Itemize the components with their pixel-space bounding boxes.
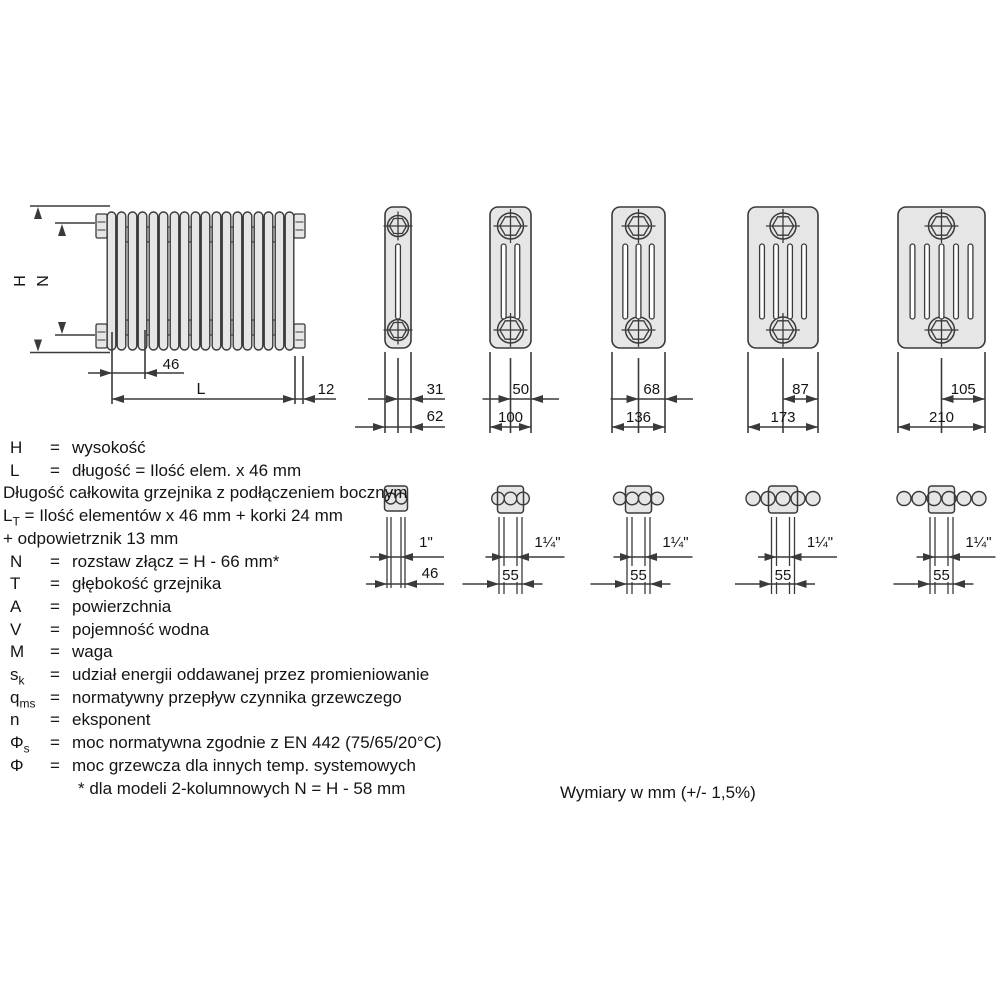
radiator-column <box>191 212 200 350</box>
half-depth-dim-label: 105 <box>950 381 976 398</box>
legend-equals: = <box>50 710 60 730</box>
section-view-3col <box>483 207 560 433</box>
legend-row-10 <box>3 664 543 687</box>
legend-text: normatywny przepływ czynnika grzewczego <box>72 687 402 707</box>
element-pitch-label: 55 <box>933 567 950 584</box>
legend-row-2: Długość całkowita grzejnika z podłączeniem bocznym <box>3 483 408 503</box>
section-view-4col <box>611 207 694 433</box>
column-slot <box>954 244 959 319</box>
radiator-column <box>275 212 284 350</box>
legend-equals: = <box>50 642 60 662</box>
element-pitch-label: 55 <box>630 567 647 584</box>
end-plug <box>96 214 107 238</box>
legend-symbol: $L_T$ <box>3 506 20 529</box>
legend-text: powierzchnia <box>72 596 172 616</box>
radiator-column <box>170 212 179 350</box>
radiator-column <box>264 212 273 350</box>
legend-equals: = <box>50 733 60 753</box>
section-view-2col <box>355 207 445 433</box>
column-top-circle <box>957 492 971 506</box>
legend-symbol: n <box>10 710 20 730</box>
legend-text: waga <box>72 642 113 662</box>
legend-row-15: * dla modeli 2-kolumnowych N = H - 58 mm <box>78 778 406 798</box>
column-slot <box>939 244 944 319</box>
legend-text: moc grzewcza dla innych temp. systemowych <box>72 755 416 775</box>
radiator-column <box>117 212 126 350</box>
top-view-4col <box>591 486 693 594</box>
column-slot <box>515 244 520 319</box>
column-top-circle <box>651 492 664 505</box>
column-slot <box>396 244 401 319</box>
top-view-5col <box>735 486 837 594</box>
legend-text: moc normatywna zgodnie z EN 442 (75/65/20°C) <box>72 733 442 753</box>
column-slot <box>760 244 765 319</box>
legend-symbol: $\Phi_s$ <box>10 733 30 756</box>
legend-row-11 <box>3 687 543 710</box>
column-top-circle <box>776 492 790 506</box>
legend-text: głębokość grzejnika <box>72 574 222 594</box>
legend-symbol: N <box>10 551 23 571</box>
legend-symbol: A <box>10 596 22 616</box>
radiator-column <box>159 212 168 350</box>
legend-equals: = <box>50 460 60 480</box>
column-top-circle <box>972 492 986 506</box>
legend-row-12 <box>3 709 543 732</box>
depth-dim-label: 62 <box>426 408 444 425</box>
length-dim-label: L <box>196 381 206 398</box>
front-view <box>12 206 336 404</box>
element-pitch-label: 46 <box>421 565 439 582</box>
depth-dim-label: 136 <box>625 409 652 426</box>
legend-equals: = <box>50 665 60 685</box>
legend-text: długość = Ilość elem. x 46 mm <box>72 460 302 480</box>
radiator-column <box>128 212 137 350</box>
column-top-circle <box>626 492 639 505</box>
radiator-column <box>180 212 189 350</box>
column-slot <box>649 244 654 319</box>
column-slot <box>802 244 807 319</box>
units-note: Wymiary w mm (+/- 1,5%) <box>560 783 756 802</box>
legend-equals: = <box>50 687 60 707</box>
column-slot <box>636 244 641 319</box>
legend-row-4: + odpowietrznik 13 mm <box>3 528 179 548</box>
column-slot <box>774 244 779 319</box>
legend-text: udział energii oddawanej przez promieniowanie <box>72 665 430 685</box>
legend-row-5 <box>3 551 543 574</box>
depth-dim-label: 173 <box>770 409 796 426</box>
section-view-5col <box>748 207 818 433</box>
column-slot <box>910 244 915 319</box>
legend-symbol: V <box>10 619 22 639</box>
element-pitch-dim-label: 46 <box>162 356 180 373</box>
connection-size-label: 1¼" <box>662 534 689 551</box>
top-view-6col <box>894 486 996 594</box>
legend-row-14 <box>3 755 543 778</box>
column-slot <box>968 244 973 319</box>
legend-text: rozstaw złącz = H - 66 mm* <box>72 551 280 571</box>
half-depth-dim-label: 31 <box>426 381 444 398</box>
radiator-column <box>212 212 221 350</box>
end-plug <box>96 324 107 348</box>
legend-text: eksponent <box>72 710 151 730</box>
legend-equals: = <box>50 619 60 639</box>
column-top-circle <box>613 492 626 505</box>
element-pitch-label: 55 <box>502 567 519 584</box>
radiator-column <box>243 212 252 350</box>
legend-symbol: $q_{ms}$ <box>10 687 36 711</box>
legend <box>3 437 543 800</box>
legend-equals: = <box>50 551 60 571</box>
legend-symbol: M <box>10 642 25 662</box>
end-plug <box>294 324 305 348</box>
legend-equals: = <box>50 755 60 775</box>
legend-row-8 <box>3 619 543 642</box>
legend-symbol: L <box>10 460 20 480</box>
half-depth-dim-label: 50 <box>512 381 530 398</box>
legend-equals: = <box>50 438 60 457</box>
column-top-circle <box>806 492 820 506</box>
column-top-circle <box>897 492 911 506</box>
legend-row-1 <box>3 460 543 483</box>
spacing-dim-label: N <box>35 275 52 287</box>
legend-equals: = <box>50 596 60 616</box>
end-extension-dim-label: 12 <box>317 381 335 398</box>
half-depth-dim-label: 87 <box>792 381 809 398</box>
connection-size-label: 1¼" <box>806 534 834 551</box>
legend-symbol: T <box>10 574 21 594</box>
connection-size-label: 1¼" <box>534 534 561 551</box>
column-slot <box>925 244 930 319</box>
radiator-column <box>201 212 210 350</box>
radiator-column <box>149 212 158 350</box>
end-plug <box>294 214 305 238</box>
legend-row-7 <box>3 596 543 619</box>
legend-row-0 <box>3 437 543 460</box>
column-top-circle <box>746 492 760 506</box>
column-slot <box>788 244 793 319</box>
legend-equals: = <box>50 574 60 594</box>
depth-dim-label: 210 <box>928 409 955 426</box>
column-slot <box>623 244 628 319</box>
section-view-6col <box>898 207 985 433</box>
legend-row-6 <box>3 573 543 596</box>
connection-size-label: 1¼" <box>965 534 992 551</box>
legend-text: pojemność wodna <box>72 619 210 639</box>
radiator-column <box>285 212 294 350</box>
element-pitch-label: 55 <box>774 567 792 584</box>
radiator-column <box>233 212 242 350</box>
legend-row-3: $L_T$ = Ilość elementów x 46 mm + korki 24 mm <box>3 506 343 529</box>
radiator-column <box>254 212 263 350</box>
legend-symbol: Φ <box>10 755 24 775</box>
radiator-column <box>222 212 231 350</box>
column-slot <box>501 244 506 319</box>
height-dim-label: H <box>12 275 29 287</box>
legend-text: wysokość <box>72 438 146 457</box>
column-top-circle <box>638 492 651 505</box>
legend-row-9 <box>3 641 543 664</box>
depth-dim-label: 100 <box>497 409 524 426</box>
legend-symbol: $s_k$ <box>10 665 25 688</box>
column-top-circle <box>912 492 926 506</box>
legend-symbol: H <box>10 438 23 457</box>
legend-row-13 <box>3 732 543 755</box>
radiator-column <box>138 212 147 350</box>
half-depth-dim-label: 68 <box>643 381 661 398</box>
radiator-column <box>107 212 116 350</box>
connection-size-label: 1" <box>419 534 433 551</box>
